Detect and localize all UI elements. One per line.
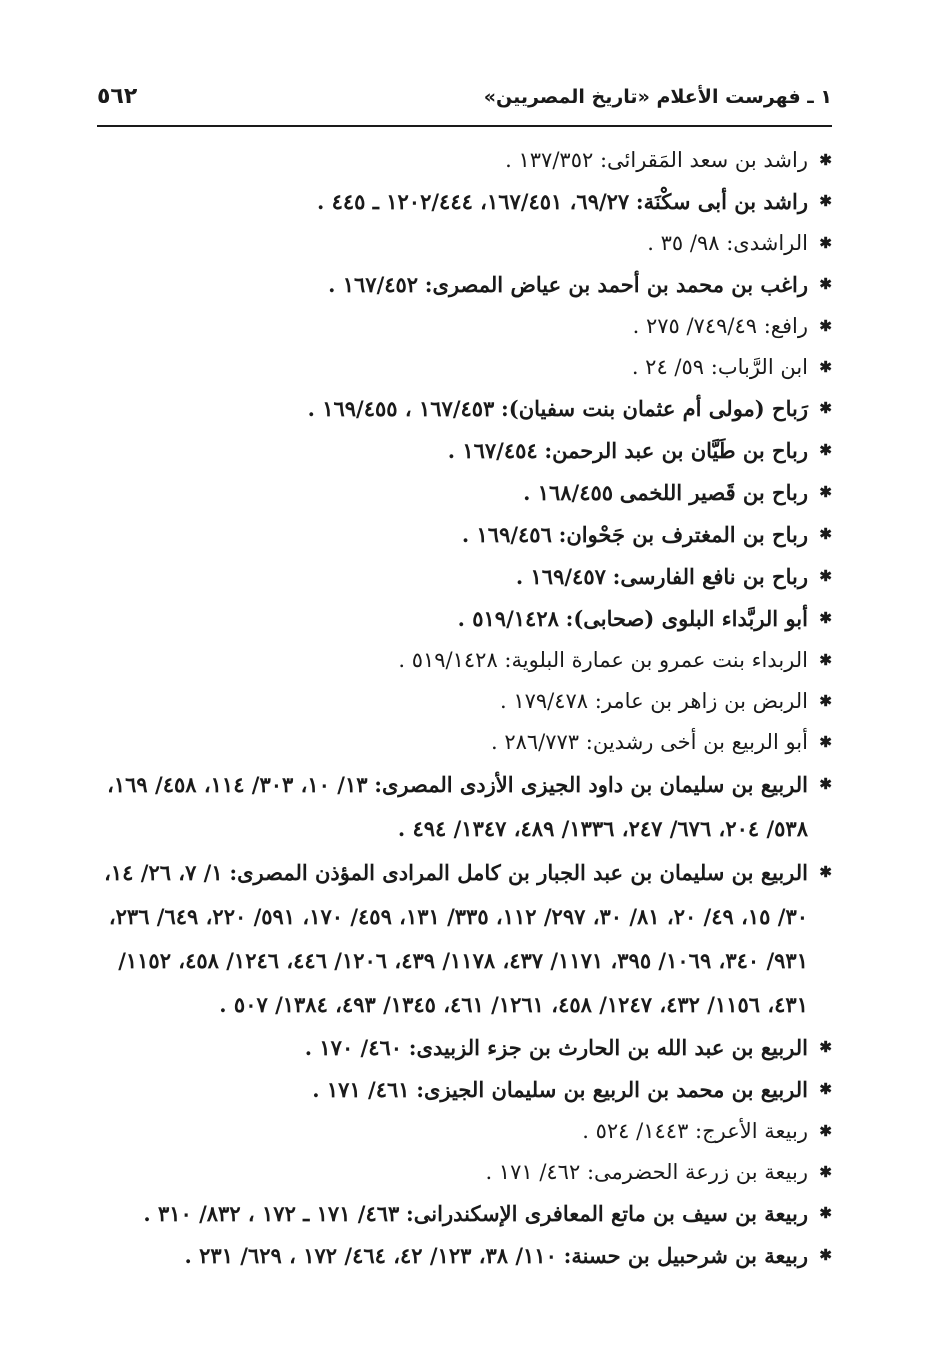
asterisk-marker-icon: ✱ — [819, 525, 832, 543]
index-entry — [97, 1069, 832, 1111]
index-entry — [97, 514, 832, 556]
entry-references: ١٤٤٣/ ٥٢٤ . — [582, 1119, 689, 1143]
index-entry-list — [97, 140, 832, 1277]
asterisk-marker-icon: ✱ — [819, 358, 832, 376]
entry-name: ابن الرَّباب: — [710, 355, 808, 379]
entry-name: راشد بن سعد المَقرائى: — [599, 148, 808, 172]
index-entry — [97, 306, 832, 347]
entry-references: ٧٤٩/٤٩/ ٢٧٥ . — [632, 314, 758, 338]
index-entry — [97, 181, 832, 223]
asterisk-marker-icon: ✱ — [819, 275, 832, 293]
asterisk-marker-icon: ✱ — [819, 399, 832, 417]
entry-name: رَباح (مولى أم عثمان بنت سفيان): — [501, 396, 808, 421]
asterisk-marker-icon: ✱ — [819, 692, 832, 710]
asterisk-marker-icon: ✱ — [819, 151, 832, 169]
index-entry — [97, 264, 832, 306]
entry-references: ١٦٩/٤٥٧ . — [515, 564, 606, 589]
asterisk-marker-icon: ✱ — [819, 733, 832, 751]
entry-name: رافع: — [763, 314, 808, 338]
entry-references: ١/ ٧، ٢٦/ ١٤، ٣٠/ ١٥، ٤٩/ ٢٠، ٨١/ ٣٠، ٢٩٧/ ١١٢، ٣٣٥/ ١٣١، ٤٥٩/ ١٧٠، ٥٩١/ ٢٢٠، ٦٤٩/ ٢٣٦، ٩٣١/ ٣٤٠، ١٠٦٩/ ٣٩٥، ١١٧١/ ٤٣٧، ١١٧٨/ ٤٣٩، ١٢٠٦/ ٤٤٦، ١٢٤٦/ ٤٥٨، ١١٥٢/ ٤٣١، ١١٥٦/ ٤٣٢، ١٢٤٧/ ٤٥٨، ١٢٦١/ ٤٦١، ١٣٤٥/ ٤٩٣، ١٣٨٤/ ٥٠٧ . — [104, 860, 808, 1017]
entry-references: ١١٠/ ٣٨، ١٢٣/ ٤٢، ٤٦٤/ ١٧٢ ، ٦٢٩/ ٢٣١ . — [184, 1243, 557, 1268]
asterisk-marker-icon: ✱ — [819, 567, 832, 585]
index-entry — [97, 1027, 832, 1069]
index-entry — [97, 763, 832, 851]
entry-references: ١٦٧/٤٥٣ ، ١٦٩/٤٥٥ . — [307, 396, 495, 421]
index-entry — [97, 388, 832, 430]
entry-references: ٩٨/ ٣٥ . — [647, 231, 720, 255]
index-entry — [97, 472, 832, 514]
running-header — [97, 82, 832, 118]
index-entry — [97, 598, 832, 640]
index-entry — [97, 347, 832, 388]
asterisk-marker-icon: ✱ — [819, 1038, 832, 1056]
index-entry — [97, 722, 832, 763]
index-entry — [97, 140, 832, 181]
index-entry — [97, 1111, 832, 1152]
entry-name: الربض بن زاهر بن عامر: — [594, 689, 808, 713]
header-title: ١ ـ فهرست الأعلام «تاريخ المصريين» — [483, 86, 832, 108]
index-entry — [97, 430, 832, 472]
entry-name: ربيعة بن زرعة الحضرمى: — [586, 1160, 808, 1184]
entry-references: ١٣٧/٣٥٢ . — [505, 148, 594, 172]
entry-name: ربيعة بن سيف بن ماتع المعافرى الإسكندرانى: — [406, 1201, 808, 1226]
entry-name: ربيعة الأعرج: — [695, 1119, 808, 1143]
index-entry — [97, 640, 832, 681]
asterisk-marker-icon: ✱ — [819, 1163, 832, 1181]
asterisk-marker-icon: ✱ — [819, 1204, 832, 1222]
entry-references: ١٦٩/٤٥٦ . — [461, 522, 552, 547]
entry-references: ٤٦١/ ١٧١ . — [312, 1077, 410, 1102]
asterisk-marker-icon: ✱ — [819, 1080, 832, 1098]
entry-name: الربيع بن سليمان بن عبد الجبار بن كامل المرادى المؤذن المصرى: — [229, 860, 808, 885]
entry-name: ربيعة بن شرحبيل بن حسنة: — [563, 1243, 808, 1268]
index-entry — [97, 556, 832, 598]
asterisk-marker-icon: ✱ — [819, 234, 832, 252]
entry-name: الراشدى: — [726, 231, 808, 255]
entry-name: الربيع بن محمد بن الربيع بن سليمان الجيزى: — [416, 1077, 808, 1102]
entry-references: ٥١٩/١٤٢٨ . — [398, 648, 498, 672]
asterisk-marker-icon: ✱ — [819, 317, 832, 335]
entry-name: الربيع بن عبد الله بن الحارث بن جزء الزبيدى: — [408, 1035, 808, 1060]
asterisk-marker-icon: ✱ — [819, 609, 832, 627]
asterisk-marker-icon: ✱ — [819, 775, 832, 793]
entry-references: ١٦٧/٤٥٢ . — [328, 272, 419, 297]
header-rule — [97, 125, 832, 127]
entry-name: رباح بن قَصير اللخمى — [619, 480, 808, 505]
entry-references: ٥١٩/١٤٢٨ . — [457, 606, 559, 631]
index-entry — [97, 1152, 832, 1193]
entry-name: راغب بن محمد بن أحمد بن عياض المصرى: — [424, 272, 808, 297]
entry-name: أبو الربَّداء البلوى (صحابى): — [565, 606, 808, 631]
asterisk-marker-icon: ✱ — [819, 192, 832, 210]
entry-references: ١٦٨/٤٥٥ . — [523, 480, 614, 505]
asterisk-marker-icon: ✱ — [819, 863, 832, 881]
entry-name: الربيع بن سليمان بن داود الجيزى الأزدى المصرى: — [374, 772, 808, 797]
asterisk-marker-icon: ✱ — [819, 1122, 832, 1140]
index-entry — [97, 1193, 832, 1235]
entry-references: ٤٦٠/ ١٧٠ . — [304, 1035, 403, 1060]
entry-name: أبو الربيع بن أخى رشدين: — [585, 730, 808, 754]
index-entry — [97, 223, 832, 264]
index-entry — [97, 851, 832, 1027]
entry-references: ١٦٧/٤٥٤ . — [447, 438, 538, 463]
entry-name: رباح بن نافع الفارسى: — [612, 564, 808, 589]
entry-references: ٦٩/٢٧، ١٦٧/٤٥١، ١٢٠٢/٤٤٤ ـ ٤٤٥ . — [317, 189, 630, 214]
asterisk-marker-icon: ✱ — [819, 441, 832, 459]
entry-name: راشد بن أبى سكْنَة: — [635, 189, 808, 214]
entry-references: ٥٩/ ٢٤ . — [631, 355, 705, 379]
entry-references: ٢٨٦/٧٧٣ . — [490, 730, 580, 754]
index-entry — [97, 1235, 832, 1277]
entry-name: الربداء بنت عمرو بن عمارة البلوية: — [504, 648, 808, 672]
entry-name: رباح بن المغترف بن جَحْوان: — [558, 522, 808, 547]
entry-name: رباح بن طَيَّان بن عبد الرحمن: — [544, 438, 808, 463]
entry-references: ١٧٩/٤٧٨ . — [499, 689, 589, 713]
asterisk-marker-icon: ✱ — [819, 651, 832, 669]
page-number: ٥٦٢ — [97, 84, 138, 109]
asterisk-marker-icon: ✱ — [819, 1246, 832, 1264]
asterisk-marker-icon: ✱ — [819, 483, 832, 501]
entry-references: ١٣/ ١٠، ٣٠٣/ ١١٤، ٤٥٨/ ١٦٩، ٥٣٨/ ٢٠٤، ٦٧٦/ ٢٤٧، ١٣٣٦/ ٤٨٩، ١٣٤٧/ ٤٩٤ . — [107, 772, 808, 841]
entry-references: ٤٦٣/ ١٧١ ـ ١٧٢ ، ٨٣٢/ ٣١٠ . — [143, 1201, 400, 1226]
entry-references: ٤٦٢/ ١٧١ . — [485, 1160, 581, 1184]
index-entry — [97, 681, 832, 722]
